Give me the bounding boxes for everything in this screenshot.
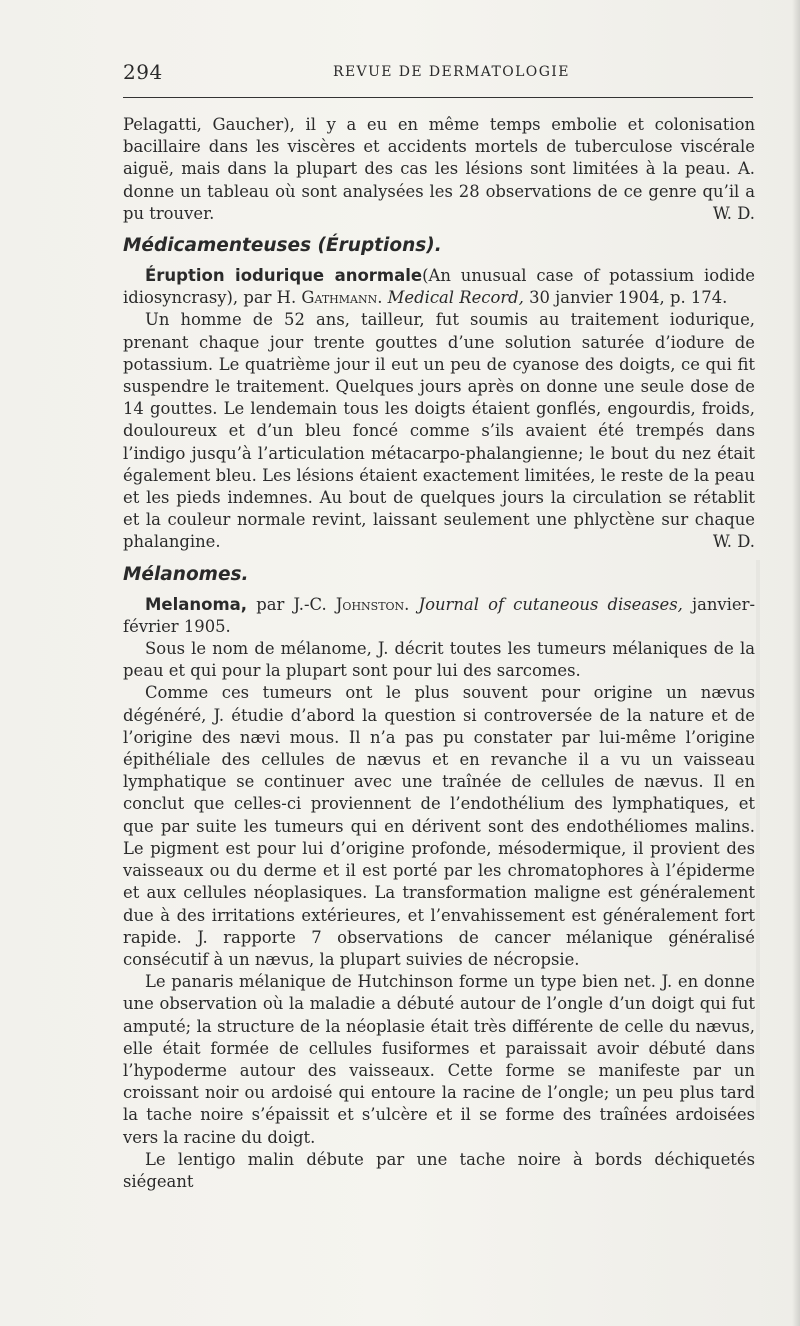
article-journal: Journal of cutaneous diseases, xyxy=(418,594,683,614)
article-journal: Medical Record, xyxy=(387,288,524,308)
article-author: J.-C. Johnston. xyxy=(293,594,410,614)
article-original-title: (An unusual case of potassium iodide idiosyncrasy), par xyxy=(123,266,756,308)
page-body xyxy=(123,114,755,1193)
article-title: Éruption iodurique anormale xyxy=(145,266,423,286)
article-title: Melanoma, xyxy=(145,594,248,614)
bleed-through-shadow xyxy=(756,560,760,1120)
page-edge-shadow xyxy=(792,0,800,1326)
journal-title: REVUE DE DERMATOLOGIE xyxy=(333,64,570,80)
article-author: H. Gathmann. xyxy=(276,288,383,308)
article-by: par xyxy=(256,594,285,614)
signature: W. D. xyxy=(712,532,755,552)
article-paragraph: Le lentigo malin débute par une tache noire à bords déchiquetés siégeant xyxy=(123,1149,755,1191)
article-date: 30 janvier 1904, p. 174. xyxy=(529,288,728,308)
article-citation xyxy=(123,265,755,309)
article-citation xyxy=(123,594,755,638)
page-number: 294 xyxy=(123,60,163,84)
signature: W. D. xyxy=(712,203,755,223)
article-paragraph xyxy=(123,309,755,553)
article-paragraph: Sous le nom de mélanome, J. décrit toutes les tumeurs mélaniques de la peau et qui pour la plupart sont pour lui des sarcomes. xyxy=(123,639,755,681)
section-title-melanomes: Mélanomes. xyxy=(123,563,249,585)
header-rule xyxy=(123,97,753,98)
article-paragraph: Comme ces tumeurs ont le plus souvent pour origine un nævus dégénéré, J. étudie d’abord la question si controversée de la nature et de l’origine des nævi mous. Il n’a pas pu constater par lui-même l’origine épithéliale des cellules de nævus et en revanche il a vu un vaisseau lymphatique se continuer avec une traînée de cellules de nævus. Il en conclut que celles-ci proviennent de l’endothélium des lymphatiques, et que par suite les tumeurs qui en dérivent sont des endothéliomes malins. Le pigment est pour lui d’origine profonde, mésodermique, il provient des vaisseaux ou du derme et il est porté par les chromatophores à l’épiderme et aux cellules néoplasiques. La transformation maligne est généralement due à des irritations extérieures, et l’envahissement est généralement fort rapide. J. rapporte 7 observations de cancer mélanique généralisé consécutif à un nævus, la plupart suivies de nécropsie. xyxy=(123,683,755,969)
article-date: janvier-février 1905. xyxy=(123,594,756,636)
section-title-medicamenteuses: Médicamenteuses (Éruptions). xyxy=(123,235,442,257)
intro-text: Pelagatti, Gaucher), il y a eu en même temps embolie et colonisation bacillaire dans les viscères et accidents mortels de tuberculose viscérale aiguë, mais dans la plupart des cas les lésions sont limitées à la peau. A. donne un tableau où sont analysées les 28 observations de ce genre qu’il a pu trouver. xyxy=(123,115,755,223)
article-text: Un homme de 52 ans, tailleur, fut soumis au traitement iodurique, prenant chaque jour trente gouttes d’une solution saturée d’iodure de potassium. Le quatrième jour il eut un peu de cyanose des doigts, ce qui fit suspendre le traitement. Quelques jours après on donne une seule dose de 14 gouttes. Le lendemain tous les doigts étaient gonflés, engourdis, froids, douloureux et d’un bleu foncé comme s’ils avaient été trempés dans l’indigo jusqu’à l’articulation métacarpo-phalangienne; le bout du nez était également bleu. Les lésions étaient exactement limitées, le reste de la peau et les pieds indemnes. Au bout de quelques jours la circulation se rétablit et la couleur normale revint, laissant seulement une phlyctène sur chaque phalangine. xyxy=(123,310,755,552)
article-paragraph: Le panaris mélanique de Hutchinson forme un type bien net. J. en donne une observation où la maladie a débuté autour de l’ongle d’un doigt qui fut amputé; la structure de la néoplasie était très différente de celle du nævus, elle était formée de cellules fusiformes et paraissait avoir débuté dans l’hypoderme autour des vaisseaux. Cette forme se manifeste par un croissant noir ou ardoisé qui entoure la racine de l’ongle; un peu plus tard la tache noire s’épaissit et s’ulcère et il se forme des traînées ardoisées vers la racine du doigt. xyxy=(123,972,755,1147)
intro-paragraph xyxy=(123,114,755,225)
running-head xyxy=(123,60,753,86)
